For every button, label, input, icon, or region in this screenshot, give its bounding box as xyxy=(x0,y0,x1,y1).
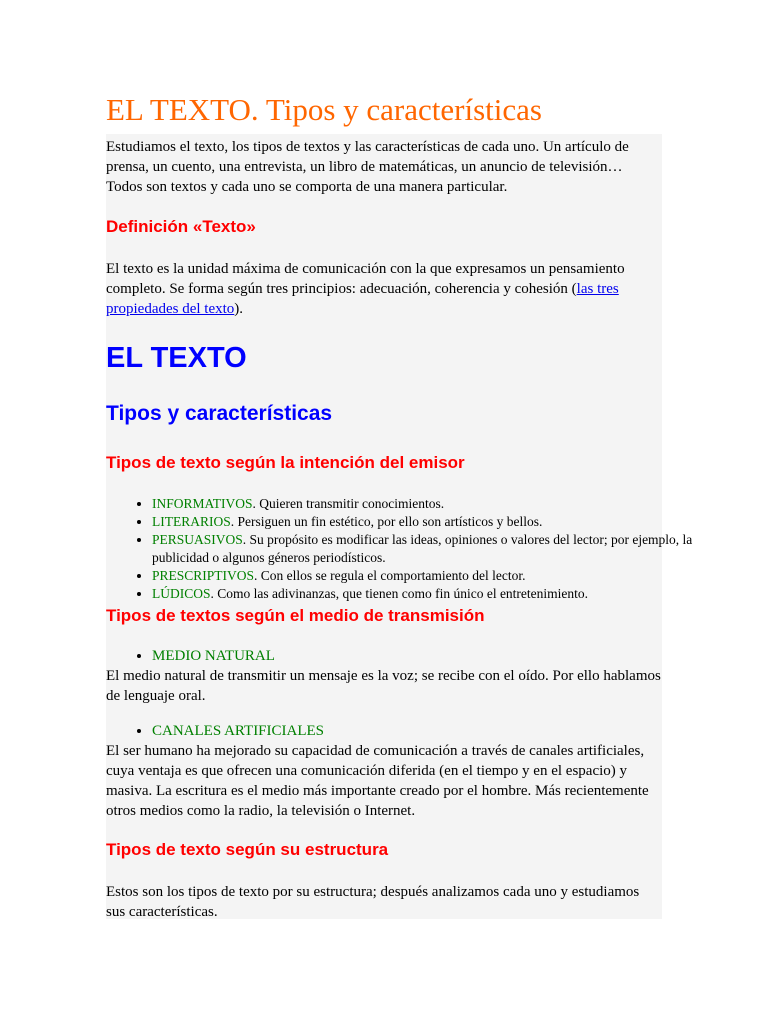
medium-heading: Tipos de textos según el medio de transmisión xyxy=(106,606,485,625)
definition-text-end: ). xyxy=(234,301,244,317)
natural-medium-label: MEDIO NATURAL xyxy=(152,648,275,664)
page-title: EL TEXTO. Tipos y características xyxy=(106,92,542,127)
item-desc: . Persiguen un fin estético, por ello son artísticos y bellos. xyxy=(230,514,543,529)
item-term: LITERARIOS xyxy=(152,514,231,529)
definition-paragraph xyxy=(106,259,662,319)
item-desc: . Con ellos se regula el comportamiento del lector. xyxy=(254,568,526,583)
item-desc: . Su propósito es modificar las ideas, opiniones o valores del lector; por ejemplo, la publicidad o algunos géneros periodísticos. xyxy=(152,532,693,565)
definition-text: El texto es la unidad máxima de comunicación con la que expresamos un pensamiento completo. Se forma según tres principios: adecuación, coherencia y cohesión ( xyxy=(106,261,625,297)
item-term: INFORMATIVOS xyxy=(152,496,253,511)
section-heading-el-texto: EL TEXTO xyxy=(106,342,247,374)
item-term: LÚDICOS xyxy=(152,586,211,601)
item-term: PRESCRIPTIVOS xyxy=(152,568,255,583)
artificial-channels-paragraph: El ser humano ha mejorado su capacidad de comunicación a través de canales artificiales, cuya ventaja es que ofrecen una comunicación diferida (en el tiempo y en el espacio) y masiva. La escritura es el medio más importante creado por el hombre. Más recientemente otros medios como la radio, la televisión o Internet. xyxy=(106,743,649,819)
properties-link[interactable]: las tres propiedades del texto xyxy=(106,281,619,317)
structure-heading: Tipos de texto según su estructura xyxy=(106,840,389,859)
item-desc: . Quieren transmitir conocimientos. xyxy=(252,496,445,511)
natural-medium-paragraph: El medio natural de transmitir un mensaje es la voz; se recibe con el oído. Por ello hablamos de lenguaje oral. xyxy=(106,668,661,704)
item-desc: . Como las adivinanzas, que tienen como fin único el entretenimiento. xyxy=(210,586,589,601)
item-term: PERSUASIVOS xyxy=(152,532,243,547)
intention-heading: Tipos de texto según la intención del emisor xyxy=(106,453,465,472)
natural-medium-list xyxy=(106,646,708,666)
list-item xyxy=(152,495,708,513)
section-subheading: Tipos y características xyxy=(106,402,333,425)
intro-paragraph: Estudiamos el texto, los tipos de textos y las características de cada uno. Un artículo de prensa, un cuento, una entrevista, un libro de matemáticas, un anuncio de televisión… Todos son textos y cada uno se comporta de una manera particular. xyxy=(106,139,629,195)
structure-paragraph: Estos son los tipos de texto por su estructura; después analizamos cada uno y estudiamos sus características. xyxy=(106,884,640,920)
artificial-channels-list xyxy=(106,721,708,741)
list-item xyxy=(152,585,708,603)
list-item xyxy=(152,513,708,531)
list-item xyxy=(152,567,708,585)
definition-heading: Definición «Texto» xyxy=(106,217,256,236)
intention-list xyxy=(106,495,708,603)
list-item xyxy=(152,531,708,567)
list-item xyxy=(152,646,708,666)
list-item xyxy=(152,721,708,741)
artificial-channels-label: CANALES ARTIFICIALES xyxy=(152,723,325,739)
